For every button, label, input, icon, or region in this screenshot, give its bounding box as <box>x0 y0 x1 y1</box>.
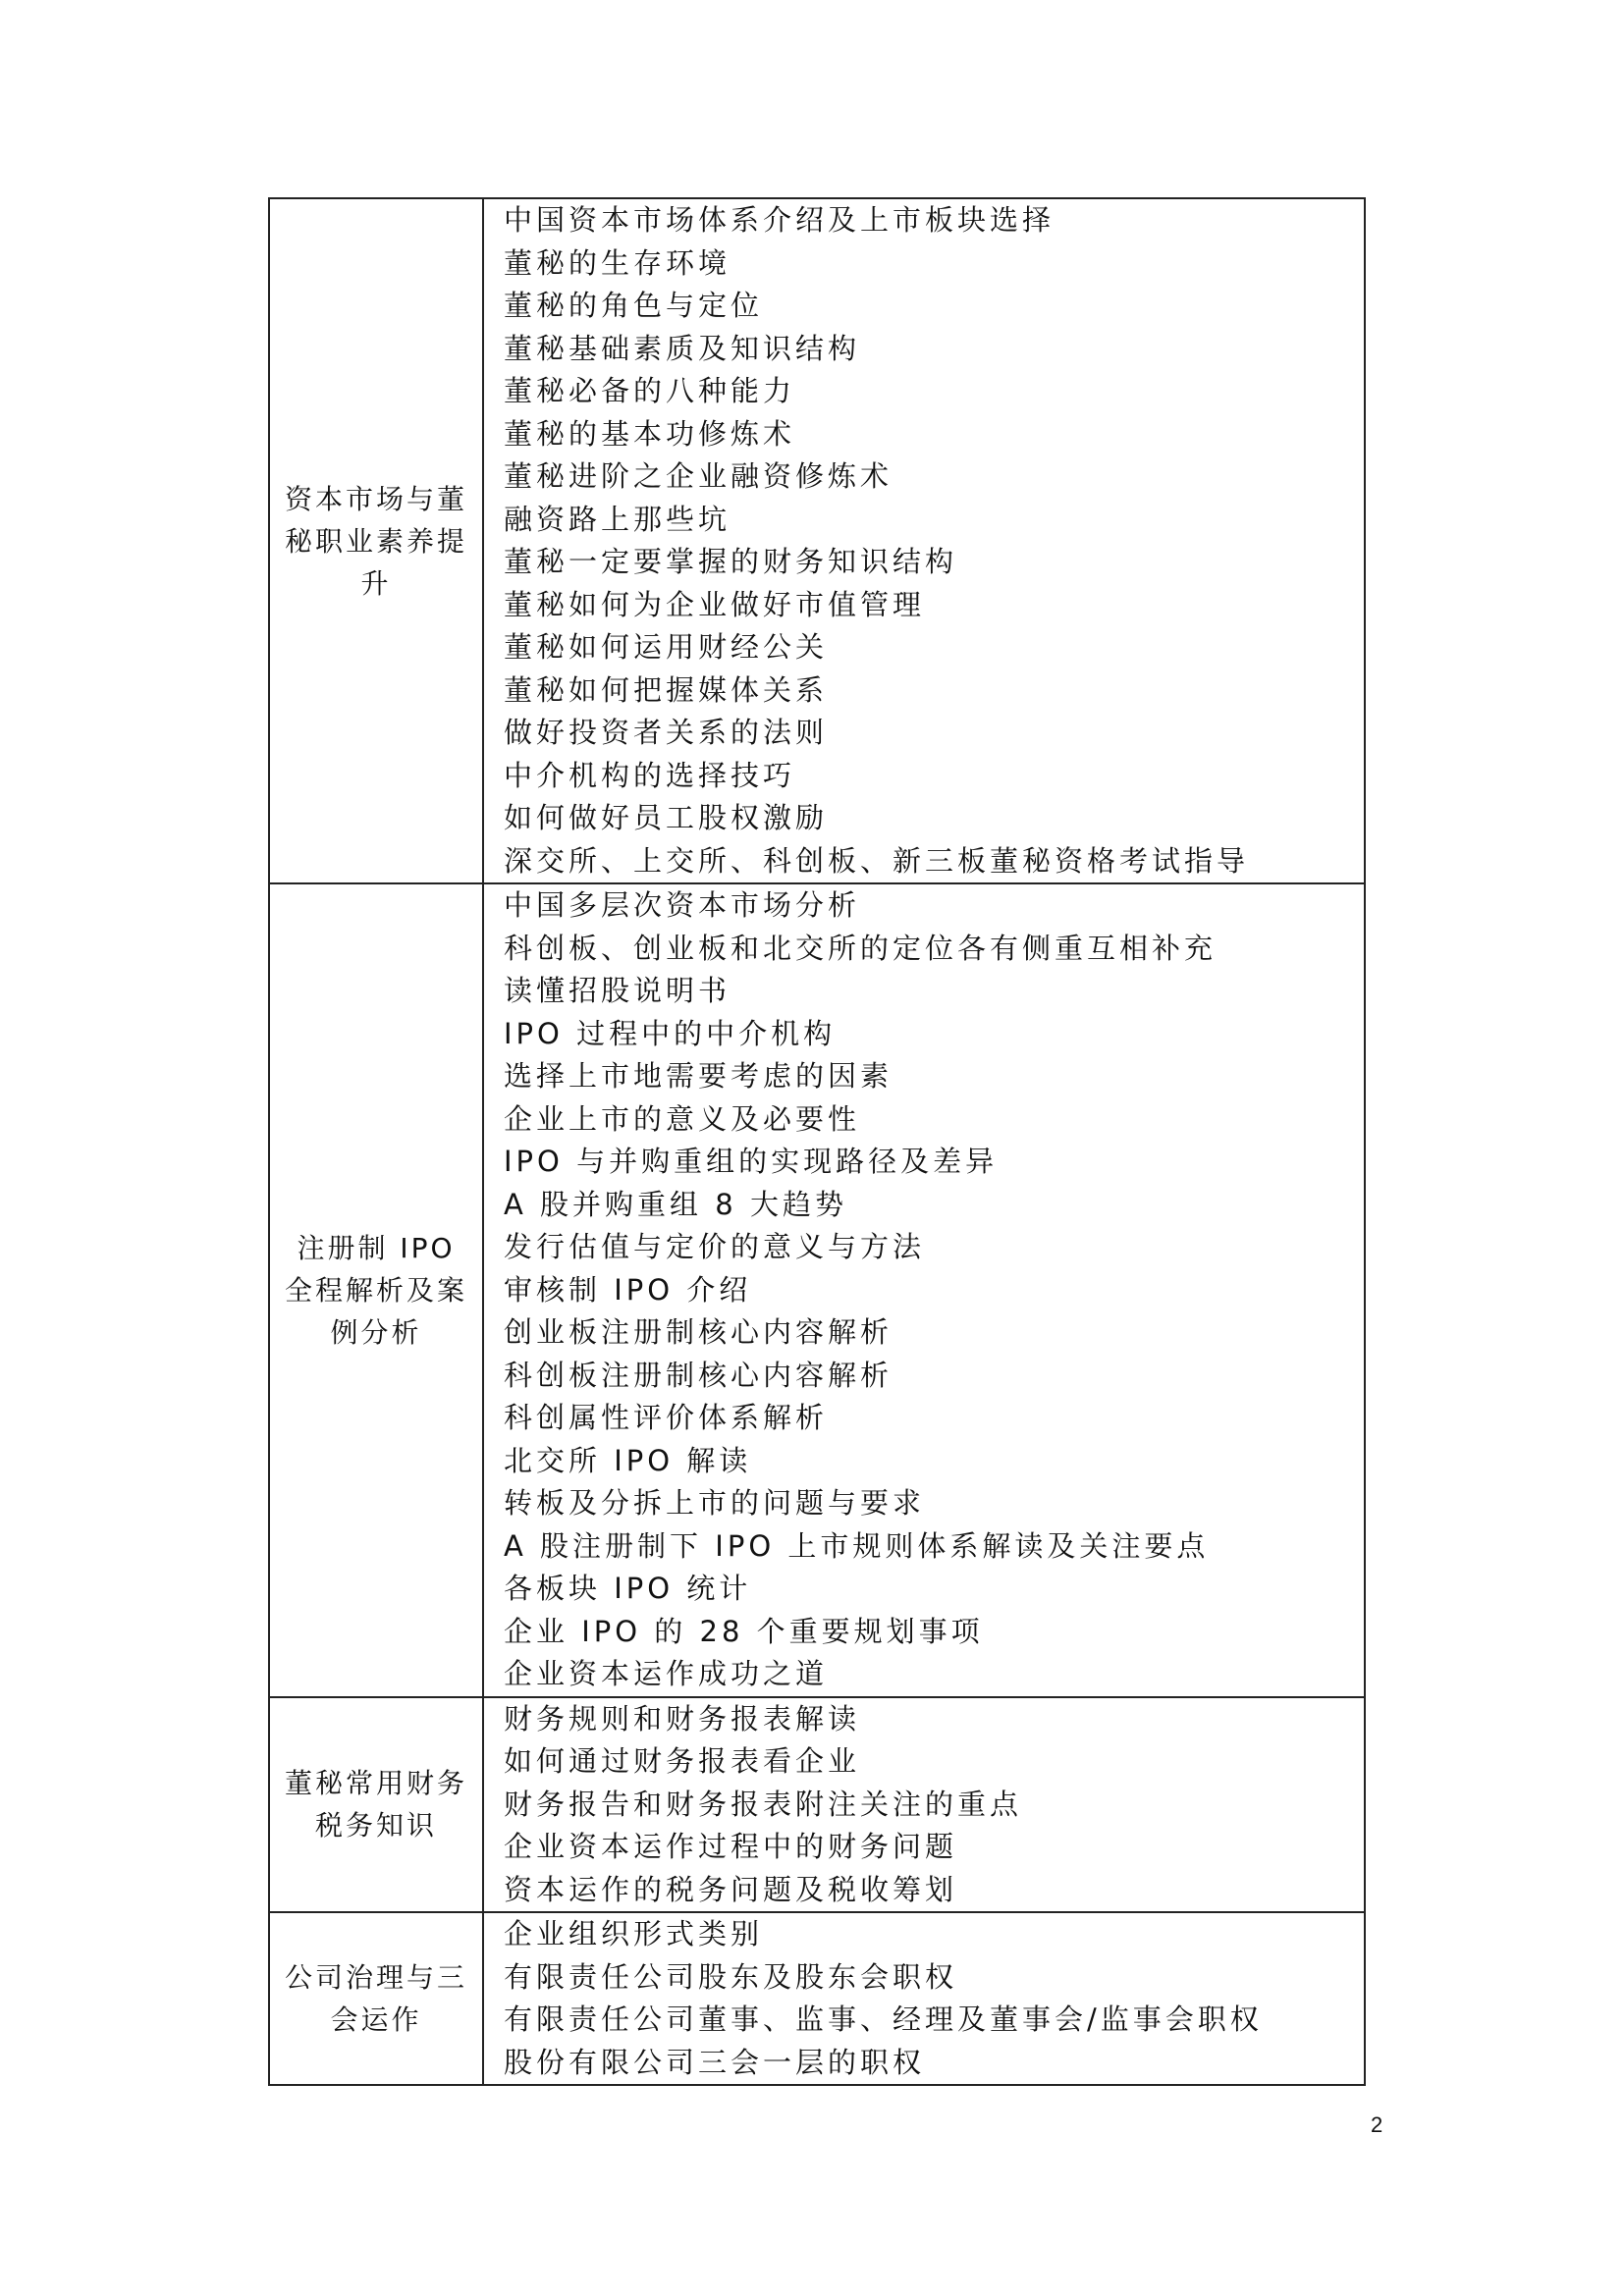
topic-item: 深交所、上交所、科创板、新三板董秘资格考试指导 <box>504 843 1250 878</box>
category-cell <box>269 1697 483 1913</box>
topic-item: 融资路上那些坑 <box>504 502 731 536</box>
topic-item: 如何通过财务报表看企业 <box>504 1744 861 1778</box>
category-label: 注册制 IPO 全程解析及案例分析 <box>284 1231 467 1349</box>
topic-item: 读懂招股说明书 <box>504 974 731 1007</box>
category-cell <box>269 198 483 883</box>
topic-item: 财务报告和财务报表附注关注的重点 <box>504 1787 1023 1821</box>
topic-list <box>484 199 1364 882</box>
topic-item: 中国资本市场体系介绍及上市板块选择 <box>504 203 1056 237</box>
topic-item: 企业上市的意义及必要性 <box>504 1101 861 1136</box>
topic-list <box>484 1913 1364 2084</box>
topic-item: 资本运作的税务问题及税收筹划 <box>504 1872 958 1906</box>
topics-cell <box>483 1697 1365 1913</box>
topic-item: 发行估值与定价的意义与方法 <box>504 1230 926 1263</box>
topic-item: 如何做好员工股权激励 <box>504 801 829 834</box>
topic-item: 董秘一定要掌握的财务知识结构 <box>504 545 958 578</box>
topic-item: 科创板、创业板和北交所的定位各有侧重互相补充 <box>504 931 1218 965</box>
topics-cell <box>483 883 1365 1697</box>
topic-item: 董秘的生存环境 <box>504 245 731 280</box>
topic-item: 董秘的角色与定位 <box>504 289 764 322</box>
page-number: 2 <box>1371 2112 1383 2137</box>
topic-item: 企业资本运作过程中的财务问题 <box>504 1830 958 1863</box>
topic-item: 董秘如何把握媒体关系 <box>504 672 829 707</box>
section-row <box>269 198 1365 883</box>
section-row <box>269 1912 1365 2085</box>
topic-item: IPO 过程中的中介机构 <box>504 1016 837 1050</box>
topics-cell <box>483 1912 1365 2085</box>
topic-item: 选择上市地需要考虑的因素 <box>504 1059 893 1093</box>
topic-item: A 股注册制下 IPO 上市规则体系解读及关注要点 <box>504 1528 1210 1563</box>
topic-item: 董秘必备的八种能力 <box>504 374 796 407</box>
course-outline-table <box>268 197 1366 2086</box>
topic-list <box>484 884 1364 1696</box>
topic-item: 各板块 IPO 统计 <box>504 1572 752 1605</box>
topic-item: 做好投资者关系的法则 <box>504 716 829 749</box>
category-cell <box>269 883 483 1697</box>
topic-item: 企业资本运作成功之道 <box>504 1657 829 1690</box>
section-row <box>269 1697 1365 1913</box>
topic-list <box>484 1698 1364 1912</box>
topic-item: 科创板注册制核心内容解析 <box>504 1358 893 1392</box>
topic-item: 董秘如何为企业做好市值管理 <box>504 587 926 621</box>
topic-item: 审核制 IPO 介绍 <box>504 1272 752 1307</box>
topic-item: 有限责任公司董事、监事、经理及董事会/监事会职权 <box>504 2002 1263 2036</box>
topic-item: 有限责任公司股东及股东会职权 <box>504 1959 958 1994</box>
topic-item: 转板及分拆上市的问题与要求 <box>504 1486 926 1520</box>
topic-item: IPO 与并购重组的实现路径及差异 <box>504 1145 999 1178</box>
topic-item: 北交所 IPO 解读 <box>504 1443 752 1477</box>
category-cell <box>269 1912 483 2085</box>
topic-item: A 股并购重组 8 大趋势 <box>504 1187 847 1221</box>
course-outline-body <box>269 198 1365 2085</box>
topic-item: 董秘如何运用财经公关 <box>504 630 829 664</box>
topic-item: 创业板注册制核心内容解析 <box>504 1315 893 1349</box>
topic-item: 董秘的基本功修炼术 <box>504 416 796 451</box>
topic-item: 财务规则和财务报表解读 <box>504 1701 861 1735</box>
topic-item: 股份有限公司三会一层的职权 <box>504 2045 926 2079</box>
topic-item: 科创属性评价体系解析 <box>504 1401 829 1434</box>
topic-item: 董秘进阶之企业融资修炼术 <box>504 459 893 493</box>
section-row <box>269 883 1365 1697</box>
topic-item: 中国多层次资本市场分析 <box>504 888 861 922</box>
topic-item: 企业 IPO 的 28 个重要规划事项 <box>504 1614 984 1648</box>
topic-item: 企业组织形式类别 <box>504 1917 764 1950</box>
topic-item: 中介机构的选择技巧 <box>504 758 796 792</box>
category-label: 董秘常用财务税务知识 <box>284 1767 467 1842</box>
category-label: 资本市场与董秘职业素养提升 <box>284 482 467 600</box>
topics-cell <box>483 198 1365 883</box>
topic-item: 董秘基础素质及知识结构 <box>504 331 861 365</box>
category-label: 公司治理与三会运作 <box>284 1961 467 2036</box>
